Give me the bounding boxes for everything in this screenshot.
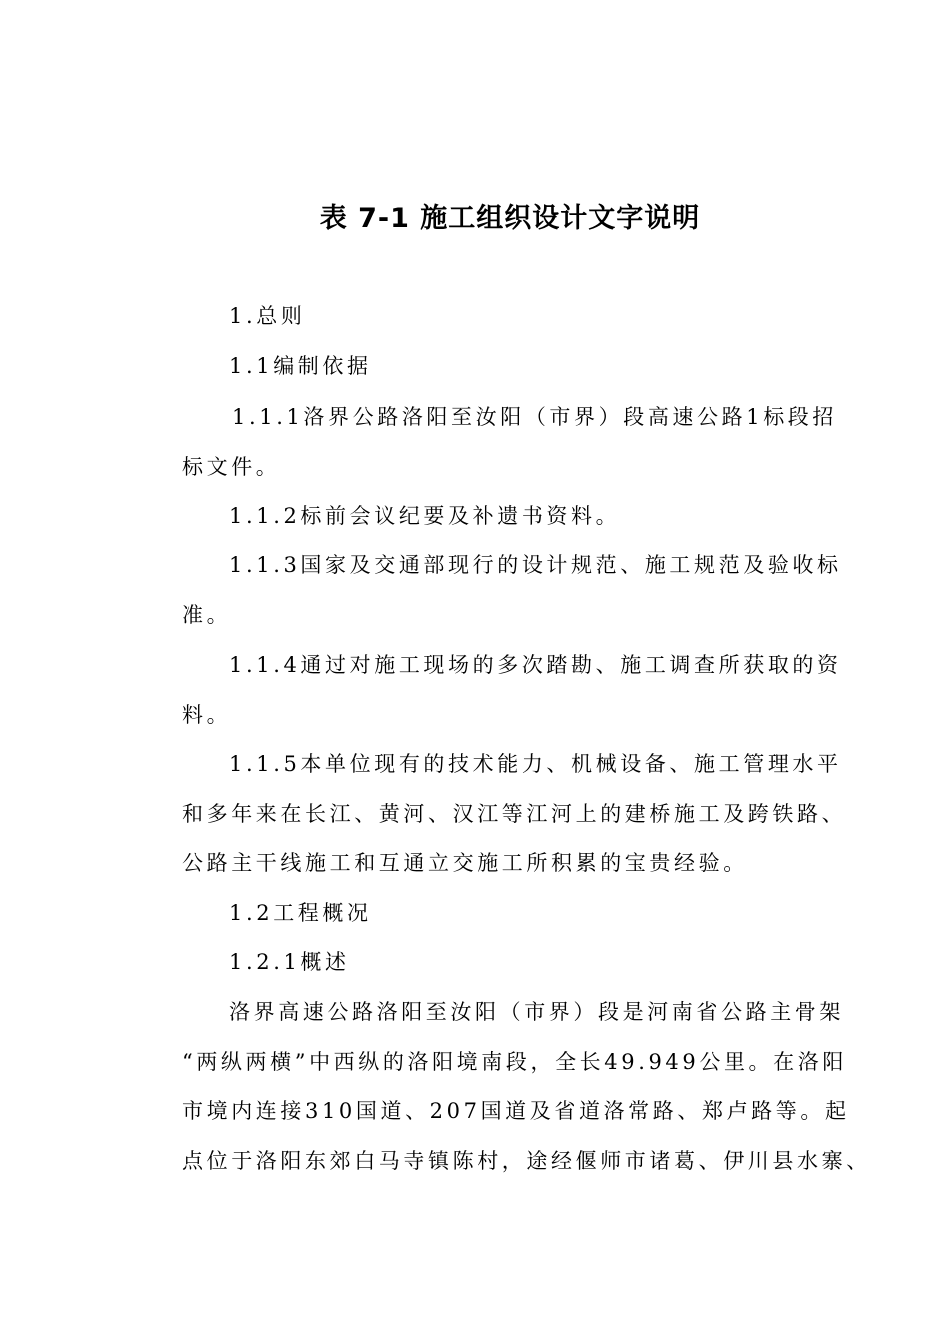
heading-basis: 1.1编制依据 <box>229 354 372 378</box>
heading-general: 1.总则 <box>229 304 306 328</box>
paragraph-line: 准。 <box>182 603 232 627</box>
paragraph-line: 1.1.4通过对施工现场的多次踏勘、施工调查所获取的资 <box>229 653 842 677</box>
paragraph-line: 1.1.3国家及交通部现行的设计规范、施工规范及验收标 <box>229 553 842 577</box>
heading-summary: 1.2.1概述 <box>229 950 350 974</box>
paragraph-line: 1.1.2标前会议纪要及补遗书资料。 <box>229 504 621 528</box>
paragraph-line: 料。 <box>182 703 232 727</box>
paragraph-line: 点位于洛阳东郊白马寺镇陈村，途经偃师市诸葛、伊川县水寨、 <box>182 1149 871 1173</box>
paragraph-line: 和多年来在长江、黄河、汉江等江河上的建桥施工及跨铁路、 <box>182 802 847 826</box>
paragraph-line: 1.1.1洛界公路洛阳至汝阳（市界）段高速公路1标段招 <box>232 405 837 429</box>
heading-overview: 1.2工程概况 <box>229 901 372 925</box>
paragraph-line: 标文件。 <box>182 455 281 479</box>
paragraph-line: 市境内连接310国道、207国道及省道洛常路、郑卢路等。起 <box>182 1099 850 1123</box>
paragraph-line: 1.1.5本单位现有的技术能力、机械设备、施工管理水平 <box>229 752 842 776</box>
document-title: 表 7-1 施工组织设计文字说明 <box>319 203 701 234</box>
paragraph-line: 洛界高速公路洛阳至汝阳（市界）段是河南省公路主骨架 <box>229 1000 844 1024</box>
paragraph-line: 公路主干线施工和互通立交施工所积累的宝贵经验。 <box>182 851 748 875</box>
paragraph-line: “两纵两横”中西纵的洛阳境南段，全长49.949公里。在洛阳 <box>182 1050 847 1074</box>
